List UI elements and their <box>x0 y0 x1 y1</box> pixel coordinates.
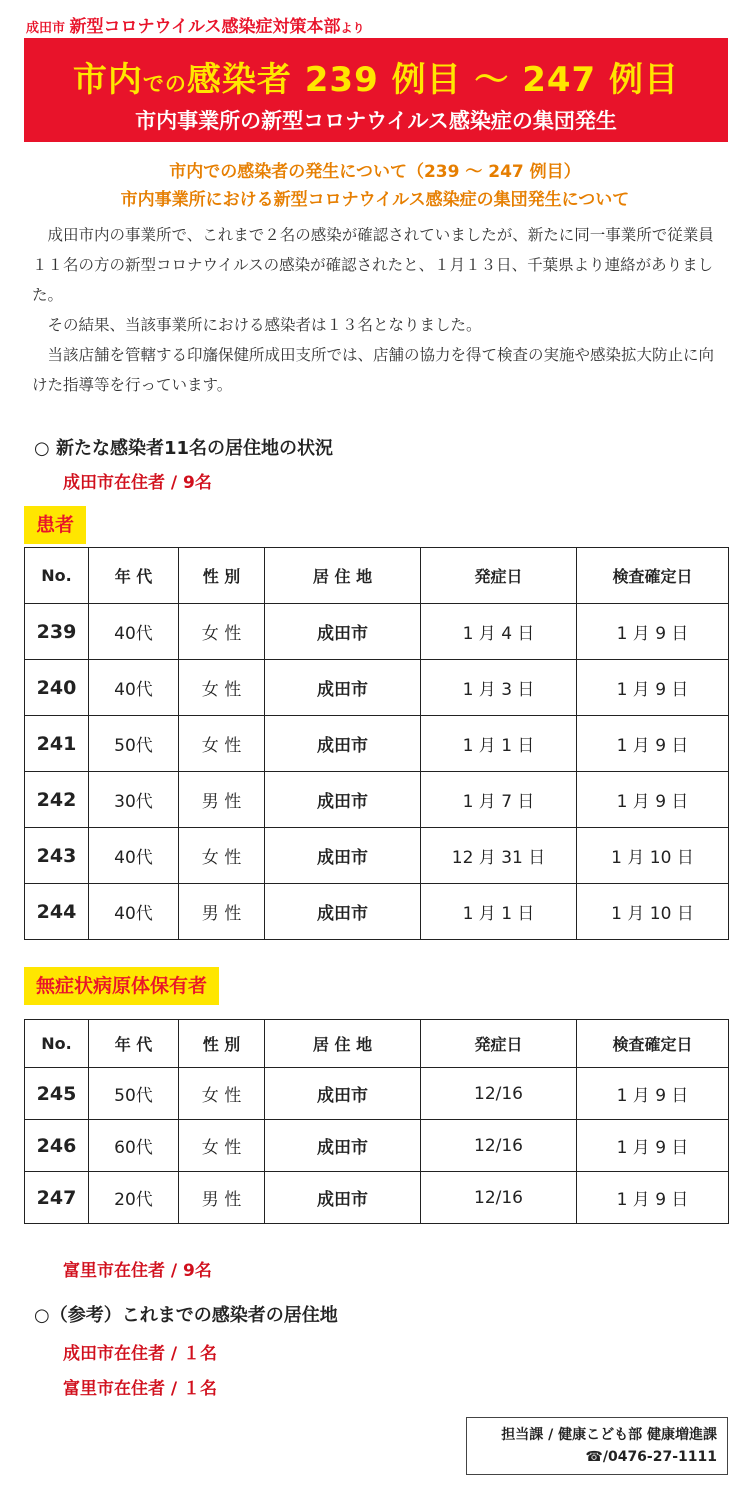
case-no: 245 <box>25 1068 89 1120</box>
case-age: 50代 <box>89 1068 179 1120</box>
case-residence: 成田市 <box>265 1068 421 1120</box>
case-sex: 男 性 <box>179 884 265 940</box>
section-title-1: 市内での感染者の発生について（239 ～ 247 例目） <box>169 162 581 182</box>
case-confirmed: 1 月 9 日 <box>577 1068 729 1120</box>
issuer-name: 新型コロナウイルス感染症対策本部 <box>69 17 341 37</box>
patients-label: 患者 <box>24 506 86 544</box>
case-onset: 1 月 3 日 <box>421 660 577 716</box>
case-residence: 成田市 <box>265 1172 421 1224</box>
case-onset: 1 月 1 日 <box>421 716 577 772</box>
case-no: 239 <box>25 604 89 660</box>
case-age: 60代 <box>89 1120 179 1172</box>
contact-box <box>466 1417 728 1475</box>
body-paragraph-2: その結果、当該事業所における感染者は１３名となりました。 <box>47 316 482 334</box>
asymptomatic-label: 無症状病原体保有者 <box>24 967 219 1005</box>
case-no: 243 <box>25 828 89 884</box>
narita-resident-count: 成田市在住者 / 9名 <box>63 473 212 493</box>
reference-narita: 成田市在住者 / １名 <box>63 1344 218 1364</box>
residence-heading: ○ 新たな感染者11名の居住地の状況 <box>34 438 334 459</box>
col-confirmed: 検査確定日 <box>577 548 729 604</box>
table-row <box>25 660 729 716</box>
contact-department: 担当課 / 健康こども部 健康増進課 <box>501 1427 717 1443</box>
case-onset: 12/16 <box>421 1120 577 1172</box>
col-onset: 発症日 <box>421 1020 577 1068</box>
body-paragraph-1: 成田市内の事業所で、これまで２名の感染が確認されていましたが、新たに同一事業所で従業員１１名の方の新型コロナウイルスの感染が確認されたと、１月１３日、千葉県より連絡がありました。 <box>32 226 714 304</box>
case-sex: 男 性 <box>179 1172 265 1224</box>
table-row <box>25 1172 729 1224</box>
title-cases: 感染者 239 例目 ～ 247 例目 <box>186 60 680 100</box>
tomisato-resident-count: 富里市在住者 / 9名 <box>63 1261 212 1281</box>
case-confirmed: 1 月 9 日 <box>577 660 729 716</box>
case-onset: 1 月 7 日 <box>421 772 577 828</box>
case-residence: 成田市 <box>265 828 421 884</box>
col-no: No. <box>25 548 89 604</box>
case-sex: 女 性 <box>179 1120 265 1172</box>
case-residence: 成田市 <box>265 1120 421 1172</box>
case-onset: 1 月 4 日 <box>421 604 577 660</box>
case-confirmed: 1 月 9 日 <box>577 1172 729 1224</box>
table-row <box>25 828 729 884</box>
title-particle: での <box>142 72 187 96</box>
case-age: 40代 <box>89 660 179 716</box>
case-sex: 男 性 <box>179 772 265 828</box>
title-city: 市内 <box>72 60 143 100</box>
col-residence: 居 住 地 <box>265 548 421 604</box>
table-row <box>25 716 729 772</box>
case-residence: 成田市 <box>265 716 421 772</box>
table-row <box>25 884 729 940</box>
case-onset: 12 月 31 日 <box>421 828 577 884</box>
case-confirmed: 1 月 10 日 <box>577 884 729 940</box>
col-sex: 性 別 <box>179 1020 265 1068</box>
body-paragraph-3: 当該店舗を管轄する印旛保健所成田支所では、店舗の協力を得て検査の実施や感染拡大防止に向けた指導等を行っています。 <box>32 346 715 394</box>
case-residence: 成田市 <box>265 772 421 828</box>
case-age: 40代 <box>89 884 179 940</box>
case-sex: 女 性 <box>179 828 265 884</box>
section-title-2: 市内事業所における新型コロナウイルス感染症の集団発生について <box>120 190 630 210</box>
case-confirmed: 1 月 9 日 <box>577 772 729 828</box>
patients-table <box>24 547 729 940</box>
col-no: No. <box>25 1020 89 1068</box>
asymptomatic-table <box>24 1019 729 1224</box>
reference-heading: ○（参考）これまでの感染者の居住地 <box>34 1305 338 1326</box>
case-onset: 1 月 1 日 <box>421 884 577 940</box>
case-confirmed: 1 月 9 日 <box>577 716 729 772</box>
case-no: 246 <box>25 1120 89 1172</box>
case-residence: 成田市 <box>265 884 421 940</box>
table-row <box>25 772 729 828</box>
case-no: 241 <box>25 716 89 772</box>
contact-phone: ☎/0476-27-1111 <box>585 1449 717 1465</box>
reference-tomisato: 富里市在住者 / １名 <box>63 1379 218 1399</box>
case-no: 240 <box>25 660 89 716</box>
page-subtitle: 市内事業所の新型コロナウイルス感染症の集団発生 <box>135 109 617 133</box>
case-age: 50代 <box>89 716 179 772</box>
table-header-row <box>25 548 729 604</box>
case-sex: 女 性 <box>179 660 265 716</box>
col-confirmed: 検査確定日 <box>577 1020 729 1068</box>
col-age: 年 代 <box>89 1020 179 1068</box>
page-title <box>24 52 728 101</box>
case-onset: 12/16 <box>421 1068 577 1120</box>
col-onset: 発症日 <box>421 548 577 604</box>
case-residence: 成田市 <box>265 660 421 716</box>
case-age: 20代 <box>89 1172 179 1224</box>
case-sex: 女 性 <box>179 604 265 660</box>
case-residence: 成田市 <box>265 604 421 660</box>
col-residence: 居 住 地 <box>265 1020 421 1068</box>
case-sex: 女 性 <box>179 716 265 772</box>
case-onset: 12/16 <box>421 1172 577 1224</box>
col-age: 年 代 <box>89 548 179 604</box>
table-row <box>25 604 729 660</box>
title-banner <box>24 38 728 142</box>
table-header-row <box>25 1020 729 1068</box>
case-confirmed: 1 月 9 日 <box>577 604 729 660</box>
case-sex: 女 性 <box>179 1068 265 1120</box>
table-row <box>25 1120 729 1172</box>
body-text <box>32 220 722 400</box>
case-no: 242 <box>25 772 89 828</box>
case-no: 247 <box>25 1172 89 1224</box>
case-confirmed: 1 月 9 日 <box>577 1120 729 1172</box>
issuer-prefix: 成田市 <box>26 21 66 36</box>
col-sex: 性 別 <box>179 548 265 604</box>
case-confirmed: 1 月 10 日 <box>577 828 729 884</box>
case-no: 244 <box>25 884 89 940</box>
case-age: 30代 <box>89 772 179 828</box>
issuer-suffix: より <box>340 21 365 35</box>
case-age: 40代 <box>89 828 179 884</box>
case-age: 40代 <box>89 604 179 660</box>
issuer-line <box>26 12 365 37</box>
table-row <box>25 1068 729 1120</box>
